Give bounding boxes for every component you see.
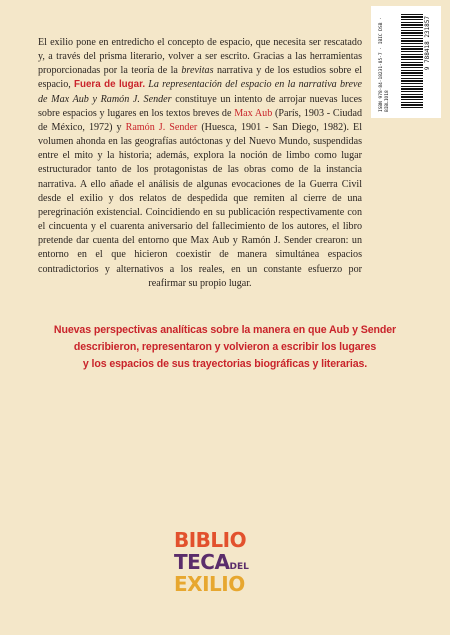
logo-exilio: EXILIO <box>174 572 245 596</box>
tagline-line-2: describieron, representaron y volvieron a escribir los lugares <box>73 341 377 353</box>
book-title-italic: La representación del espacio en la narrativa breve de Max Aub y Ramón J. Sender <box>38 79 362 105</box>
biblioteca-del-exilio-logo <box>174 528 284 598</box>
tagline-line-1: Nuevas perspectivas analíticas sobre la manera en que Aub y Sender <box>53 324 397 336</box>
blurb-paragraph <box>38 36 362 291</box>
barcode <box>371 6 441 118</box>
author1-info: (París, 1903 - Ciudad de México, 1972) y <box>38 107 362 133</box>
blurb-s1-italic: brevitas <box>181 65 214 77</box>
logo-teca: TECA <box>174 550 230 574</box>
barcode-digits: 9 788418 231857 <box>424 16 431 71</box>
barcode-bars <box>401 14 423 110</box>
blurb-s1b: narrativa y de los estudios sobre el espacio, <box>38 65 362 91</box>
blurb-s1: El exilio pone en entredicho el concepto de espacio, que necesita ser rescatado y, a través del prisma literario, volver a ser escrito. Gracias a las herramientas proporcionadas por la teoría de la <box>38 37 362 77</box>
blurb-s3: El volumen ahonda en las geografías autóctonas y del Nuevo Mundo, suspendidas entre el mito y la historia; además, explora la noción de limbo como lugar estructurador tanto de los protagonistas de las obras como de la instancia narrativa. A ello añade el análisis de algunas evocaciones de la Guerra Civil desde el exilio y dos relatos de despedida que remiten al cierre de una peregrinación existencial. Coincidiendo en su publicación respectivamente con el cincuenta y el cuarenta aniversario del fallecimiento de los autores, el libro pretende dar cuenta del entorno que Max Aub y Ramón J. Sender crearon: un entorno en el que hicieron coexistir de manera simultánea espacios contradictorios y alternativos a los reales, en un constante esfuerzo por reafirmar su propio lugar. <box>38 121 363 289</box>
author-ramon-sender: Ramón J. Sender <box>125 121 198 133</box>
author2-info: (Huesca, 1901 - San Diego, 1982). <box>197 121 350 133</box>
barcode-label: ISBN 978-84-18231-85-7 · IBIC DSB · BIBLIO18 <box>379 17 390 112</box>
tagline-line-3: y los espacios de sus trayectorias biográficas y literarias. <box>82 358 368 370</box>
logo-del: DEL <box>229 562 249 572</box>
logo-biblio: BIBLIO <box>174 528 247 552</box>
blurb-s2: constituye un intento de arrojar nuevas luces sobre espacios y lugares en los textos breves de <box>38 93 362 119</box>
author-max-aub: Max Aub <box>234 107 273 119</box>
tagline <box>30 322 420 373</box>
book-title-bold: Fuera de lugar. <box>74 79 146 91</box>
